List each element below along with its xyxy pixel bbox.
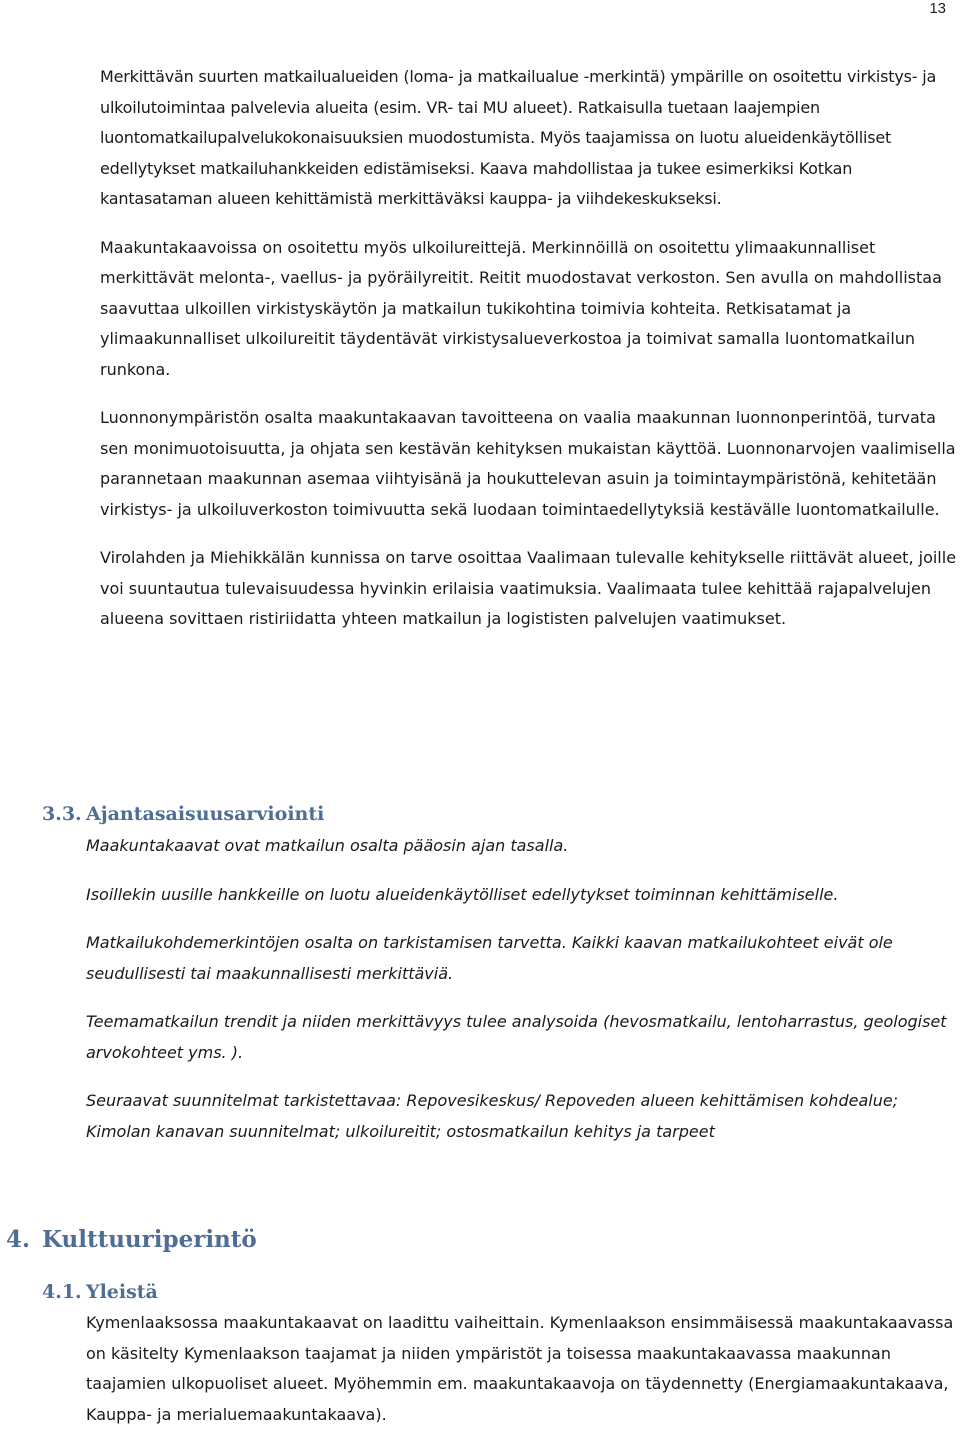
intro-text <box>100 62 958 635</box>
section-4-1-body <box>86 1308 958 1430</box>
paragraph-natural-environment: Luonnonympäristön osalta maakuntakaavan tavoitteena on vaalia maakunnan luonnonperintöä, turvata sen monimuotoisuutta, ja ohjata sen kestävän kehityksen mukaistan käyttöä. Luonnonarvojen vaalimisella parannetaan maakunnan asemaa viihtyisänä ja houkuttelevan asuin ja toimintaympäristönä, kehitetään virkistys- ja ulkoiluverkoston toimivuutta sekä luodaan toimintaedellytyksiä kestävälle luontomatkailulle. <box>100 408 956 519</box>
section-4-heading <box>6 1226 257 1253</box>
paragraph-outdoor-routes: Maakuntakaavoissa on osoitettu myös ulkoilureittejä. Merkinnöillä on osoitettu ylimaakunnalliset merkittävät melonta-, vaellus- ja pyöräilyreitit. Reitit muodostavat verkoston. Sen avulla on mahdollistaa saavuttaa ulkoillen virkistyskäytön ja matkailun tukikohtina toimivia kohteita. Retkisatamat ja ylimaakunnalliset ulkoilureitit täydentävät virkistysalueverkostoa ja toimivat samalla luontomatkailun runkona. <box>100 237 942 379</box>
paragraph-vaalimaa: Virolahden ja Miehikkälän kunnissa on tarve osoittaa Vaalimaan tulevalle kehitykselle riittävät alueet, joille voi suuntautua tulevaisuudessa hyvinkin erilaisia vaatimuksia. Vaalimaata tulee kehittää rajapalvelujen alueena sovittaen ristiriidatta yhteen matkailun ja logististen palvelujen vaatimukset. <box>100 548 957 628</box>
section-title: Yleistä <box>86 1281 158 1303</box>
section-number: 4.1. <box>42 1281 82 1303</box>
section-title: Kulttuuriperintö <box>42 1226 257 1253</box>
paragraph-new-projects: Isoillekin uusille hankkeille on luotu alueidenkäytölliset edellytykset toiminnan kehittämiselle. <box>86 884 839 904</box>
page-number: 13 <box>929 0 946 17</box>
paragraph-kymenlaakso-plans: Kymenlaaksossa maakuntakaavat on laadittu vaiheittain. Kymenlaakson ensimmäisessä maakuntakaavassa on käsitelty Kymenlaakson taajamat ja niiden ympäristöt ja toisessa maakuntakaavassa maakunnan taajamien ulkopuoliset alueet. Myöhemmin em. maakuntakaavoja on täydennetty (Energiamaakuntakaava, Kauppa- ja merialuemaakuntakaava). <box>86 1313 954 1424</box>
paragraph-leisure-areas: Merkittävän suurten matkailualueiden (loma- ja matkailualue -merkintä) ympärille on osoitettu virkistys- ja ulkoilutoimintaa palvelevia alueita (esim. VR- tai MU alueet). Ratkaisulla tuetaan laajempien luontomatkailupalvelukokonaisuuksien muodostumista. Myös taajamissa on luotu alueidenkäytölliset edellytykset matkailuhankkeiden edistämiseksi. Kaava mahdollistaa ja tukee esimerkiksi Kotkan kantasataman alueen kehittämistä merkittäväksi kauppa- ja viihdekeskukseksi. <box>100 67 937 208</box>
section-3-3-body <box>86 831 958 1147</box>
paragraph-theme-tourism: Teemamatkailun trendit ja niiden merkittävyys tulee analysoida (hevosmatkailu, lentoharrastus, geologiset arvokohteet yms. ). <box>86 1012 947 1062</box>
section-number: 3.3. <box>42 803 82 825</box>
section-3-3-heading <box>42 803 324 825</box>
paragraph-plans-to-review: Seuraavat suunnitelmat tarkistettavaa: Repovesikeskus/ Repoveden alueen kehittämisen kohdealue; Kimolan kanavan suunnitelmat; ulkoilureitit; ostosmatkailun kehitys ja tarpeet <box>86 1091 899 1141</box>
paragraph-up-to-date: Maakuntakaavat ovat matkailun osalta pääosin ajan tasalla. <box>86 836 569 855</box>
section-4-1-heading <box>42 1281 158 1303</box>
paragraph-tourism-markings: Matkailukohdemerkintöjen osalta on tarkistamisen tarvetta. Kaikki kaavan matkailukohteet eivät ole seudullisesti tai maakunnallisesti merkittäviä. <box>86 933 893 983</box>
section-number: 4. <box>6 1226 31 1253</box>
section-title: Ajantasaisuusarviointi <box>86 803 325 825</box>
